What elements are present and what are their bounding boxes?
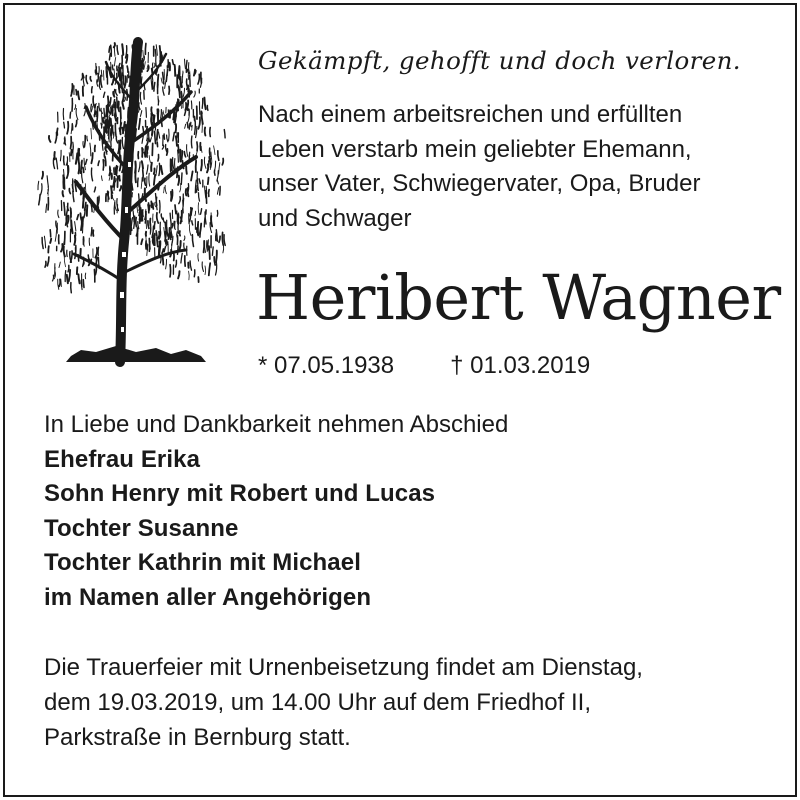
motto: Gekämpft, gehofft und doch verloren. <box>258 46 741 75</box>
birth-date: * 07.05.1938 <box>258 352 395 379</box>
farewell-section <box>44 408 764 615</box>
deceased-name: Heribert Wagner <box>256 261 781 334</box>
birch-tree-icon <box>36 32 232 372</box>
mourner-line: Tochter Kathrin mit Michael <box>44 549 361 576</box>
ceremony-info <box>44 650 784 755</box>
death-date: † 01.03.2019 <box>450 352 591 379</box>
mourner-line: Ehefrau Erika <box>44 445 201 473</box>
intro-text <box>258 98 788 236</box>
intro-line: unser Vater, Schwiegervater, Opa, Bruder <box>258 170 701 197</box>
mourner-line: im Namen aller Angehörigen <box>44 583 372 611</box>
mourner-line: Tochter Susanne <box>44 514 239 542</box>
intro-line: und Schwager <box>258 204 412 232</box>
farewell-intro: In Liebe und Dankbarkeit nehmen Abschied <box>44 411 509 438</box>
ceremony-line: Die Trauerfeier mit Urnenbeisetzung findet am Dienstag, <box>44 654 643 681</box>
intro-line: Leben verstarb mein geliebter Ehemann, <box>258 135 692 163</box>
life-dates <box>258 349 590 383</box>
intro-line: Nach einem arbeitsreichen und erfüllten <box>258 101 683 128</box>
ceremony-line: Parkstraße in Bernburg statt. <box>44 724 351 751</box>
mourner-line: Sohn Henry mit Robert und Lucas <box>44 480 436 507</box>
ceremony-line: dem 19.03.2019, um 14.00 Uhr auf dem Friedhof II, <box>44 689 591 716</box>
